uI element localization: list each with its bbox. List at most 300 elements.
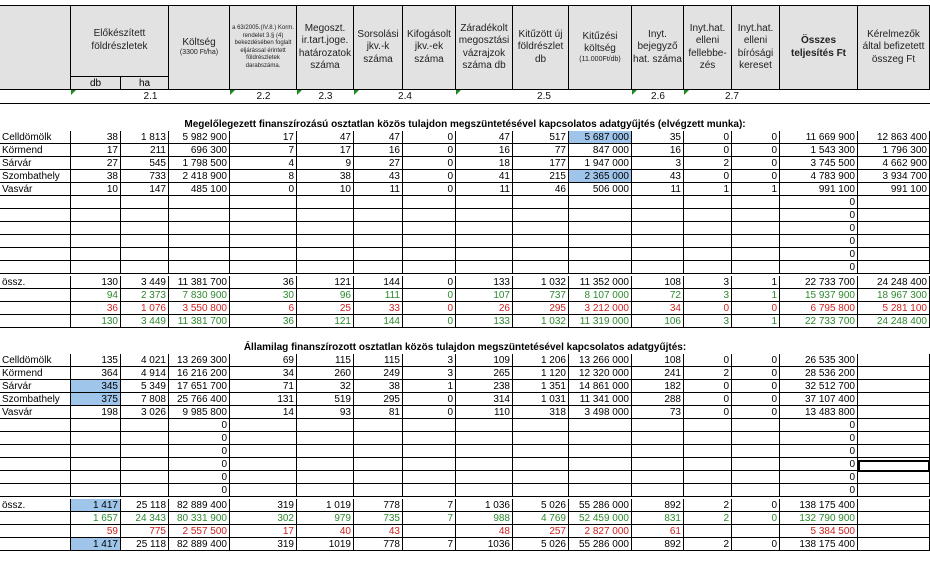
data-cell[interactable] xyxy=(858,512,930,525)
data-cell[interactable]: 892 xyxy=(632,538,684,551)
data-cell[interactable] xyxy=(732,445,780,458)
data-cell[interactable]: 55 286 000 xyxy=(569,538,632,551)
data-cell[interactable]: 25 766 400 xyxy=(169,393,230,406)
data-cell[interactable] xyxy=(403,209,456,222)
data-cell[interactable]: 71 xyxy=(230,380,297,393)
data-cell[interactable]: 198 xyxy=(71,406,121,419)
data-cell[interactable] xyxy=(632,458,684,471)
data-cell[interactable] xyxy=(513,222,569,235)
data-cell[interactable]: 260 xyxy=(297,367,354,380)
data-cell[interactable] xyxy=(513,261,569,274)
data-cell[interactable]: 0 xyxy=(403,276,456,289)
data-cell[interactable]: 93 xyxy=(297,406,354,419)
data-cell[interactable]: 9 985 800 xyxy=(169,406,230,419)
data-cell[interactable]: 3 xyxy=(403,354,456,367)
data-cell[interactable] xyxy=(858,445,930,458)
row-label-cell[interactable]: Vasvár xyxy=(0,183,71,196)
data-cell[interactable] xyxy=(858,484,930,497)
data-cell[interactable] xyxy=(297,458,354,471)
data-cell[interactable]: 138 175 400 xyxy=(780,538,858,551)
data-cell[interactable]: 0 xyxy=(780,222,858,235)
data-cell[interactable]: 0 xyxy=(403,131,456,144)
data-cell[interactable]: 80 331 900 xyxy=(169,512,230,525)
data-cell[interactable] xyxy=(858,393,930,406)
data-cell[interactable]: 81 xyxy=(354,406,403,419)
header-osszes[interactable]: Összes teljesítés Ft xyxy=(780,5,858,90)
data-cell[interactable]: 1036 xyxy=(456,538,513,551)
data-cell[interactable] xyxy=(684,222,732,235)
data-cell[interactable] xyxy=(513,471,569,484)
data-cell[interactable]: 0 xyxy=(780,209,858,222)
data-cell[interactable] xyxy=(456,196,513,209)
data-cell[interactable]: 0 xyxy=(169,419,230,432)
row-label-cell[interactable] xyxy=(0,525,71,538)
data-cell[interactable]: 59 xyxy=(71,525,121,538)
data-cell[interactable]: 3 xyxy=(684,315,732,328)
data-cell[interactable] xyxy=(858,248,930,261)
row-label-cell[interactable] xyxy=(0,222,71,235)
data-cell[interactable]: 17 651 700 xyxy=(169,380,230,393)
data-cell[interactable]: 1 xyxy=(732,183,780,196)
data-cell[interactable]: 295 xyxy=(354,393,403,406)
row-label-cell[interactable] xyxy=(0,484,71,497)
data-cell[interactable] xyxy=(403,235,456,248)
data-cell[interactable] xyxy=(403,222,456,235)
data-cell[interactable]: 991 100 xyxy=(858,183,930,196)
row-label-cell[interactable] xyxy=(0,235,71,248)
data-cell[interactable]: 11 xyxy=(632,183,684,196)
data-cell[interactable]: 55 286 000 xyxy=(569,499,632,512)
data-cell[interactable] xyxy=(169,222,230,235)
data-cell[interactable]: 5 687 000 xyxy=(569,131,632,144)
data-cell[interactable] xyxy=(684,261,732,274)
data-cell[interactable]: 82 889 400 xyxy=(169,538,230,551)
data-cell[interactable] xyxy=(632,222,684,235)
data-cell[interactable]: 4 021 xyxy=(121,354,169,367)
header-kituzott[interactable]: Kitűzött új földrészlet db xyxy=(513,5,569,90)
data-cell[interactable] xyxy=(632,235,684,248)
row-label-cell[interactable]: Szombathely xyxy=(0,170,71,183)
data-cell[interactable]: 0 xyxy=(780,432,858,445)
data-cell[interactable] xyxy=(732,209,780,222)
data-cell[interactable]: 24 248 400 xyxy=(858,315,930,328)
data-cell[interactable]: 133 xyxy=(456,315,513,328)
data-cell[interactable] xyxy=(121,458,169,471)
data-cell[interactable]: 0 xyxy=(780,445,858,458)
data-cell[interactable]: 0 xyxy=(780,261,858,274)
data-cell[interactable]: 61 xyxy=(632,525,684,538)
data-cell[interactable]: 778 xyxy=(354,538,403,551)
data-cell[interactable]: 1 543 300 xyxy=(780,144,858,157)
data-cell[interactable]: 5 026 xyxy=(513,499,569,512)
data-cell[interactable] xyxy=(732,222,780,235)
data-cell[interactable] xyxy=(858,354,930,367)
header-inyt-birosagi[interactable]: Inyt.hat. elleni bírósági kereset xyxy=(732,5,780,90)
data-cell[interactable]: 319 xyxy=(230,538,297,551)
data-cell[interactable]: 775 xyxy=(121,525,169,538)
data-cell[interactable]: 3 550 800 xyxy=(169,302,230,315)
data-cell[interactable] xyxy=(297,248,354,261)
data-cell[interactable] xyxy=(169,261,230,274)
data-cell[interactable]: 0 xyxy=(732,393,780,406)
data-cell[interactable]: 1 032 xyxy=(513,276,569,289)
data-cell[interactable] xyxy=(732,484,780,497)
data-cell[interactable]: 4 769 xyxy=(513,512,569,525)
data-cell[interactable]: 0 xyxy=(403,144,456,157)
data-cell[interactable] xyxy=(684,432,732,445)
data-cell[interactable] xyxy=(684,525,732,538)
data-cell[interactable]: 319 xyxy=(230,499,297,512)
data-cell[interactable]: 302 xyxy=(230,512,297,525)
data-cell[interactable] xyxy=(169,248,230,261)
data-cell[interactable]: 130 xyxy=(71,315,121,328)
number-2-7[interactable]: 2.7 xyxy=(725,91,739,102)
data-cell[interactable]: 211 xyxy=(121,144,169,157)
data-cell[interactable]: 16 216 200 xyxy=(169,367,230,380)
data-cell[interactable]: 0 xyxy=(780,484,858,497)
data-cell[interactable] xyxy=(858,367,930,380)
data-cell[interactable]: 295 xyxy=(513,302,569,315)
data-cell[interactable] xyxy=(858,380,930,393)
data-cell[interactable]: 7 808 xyxy=(121,393,169,406)
row-label-cell[interactable] xyxy=(0,471,71,484)
data-cell[interactable]: 10 xyxy=(297,183,354,196)
data-cell[interactable] xyxy=(632,248,684,261)
data-cell[interactable]: 36 xyxy=(230,276,297,289)
data-cell[interactable] xyxy=(632,196,684,209)
data-cell[interactable]: 2 365 000 xyxy=(569,170,632,183)
data-cell[interactable]: 0 xyxy=(780,248,858,261)
data-cell[interactable]: 47 xyxy=(297,131,354,144)
data-cell[interactable]: 3 498 000 xyxy=(569,406,632,419)
data-cell[interactable] xyxy=(513,419,569,432)
data-cell[interactable]: 0 xyxy=(169,471,230,484)
data-cell[interactable]: 1 032 xyxy=(513,315,569,328)
data-cell[interactable] xyxy=(403,248,456,261)
data-cell[interactable]: 737 xyxy=(513,289,569,302)
data-cell[interactable]: 3 xyxy=(684,289,732,302)
data-cell[interactable]: 0 xyxy=(732,354,780,367)
data-cell[interactable]: 1 417 xyxy=(71,538,121,551)
data-cell[interactable] xyxy=(230,458,297,471)
data-cell[interactable]: 2 418 900 xyxy=(169,170,230,183)
data-cell[interactable]: 3 449 xyxy=(121,315,169,328)
data-cell[interactable]: 4 662 900 xyxy=(858,157,930,170)
data-cell[interactable] xyxy=(354,471,403,484)
data-cell[interactable]: 1 206 xyxy=(513,354,569,367)
data-cell[interactable]: 364 xyxy=(71,367,121,380)
data-cell[interactable] xyxy=(684,484,732,497)
data-cell[interactable]: 7 xyxy=(403,538,456,551)
data-cell[interactable]: 132 790 900 xyxy=(780,512,858,525)
data-cell[interactable]: 8 107 000 xyxy=(569,289,632,302)
row-label-cell[interactable] xyxy=(0,248,71,261)
data-cell[interactable]: 3 xyxy=(684,276,732,289)
data-cell[interactable] xyxy=(121,196,169,209)
data-cell[interactable]: 988 xyxy=(456,512,513,525)
data-cell[interactable]: 1 xyxy=(732,315,780,328)
data-cell[interactable]: 107 xyxy=(456,289,513,302)
data-cell[interactable]: 36 xyxy=(230,315,297,328)
row-label-cell[interactable] xyxy=(0,302,71,315)
data-cell[interactable]: 517 xyxy=(513,131,569,144)
number-2-6[interactable]: 2.6 xyxy=(651,91,665,102)
data-cell[interactable]: 26 xyxy=(456,302,513,315)
data-cell[interactable]: 115 xyxy=(297,354,354,367)
data-cell[interactable]: 0 xyxy=(403,183,456,196)
data-cell[interactable]: 130 xyxy=(71,276,121,289)
data-cell[interactable] xyxy=(297,235,354,248)
data-cell[interactable]: 0 xyxy=(403,170,456,183)
data-cell[interactable] xyxy=(297,471,354,484)
data-cell[interactable] xyxy=(71,471,121,484)
data-cell[interactable] xyxy=(354,222,403,235)
data-cell[interactable] xyxy=(354,432,403,445)
data-cell[interactable]: 106 xyxy=(632,315,684,328)
data-cell[interactable]: 1 351 xyxy=(513,380,569,393)
data-cell[interactable]: 48 xyxy=(456,525,513,538)
data-cell[interactable]: 5 026 xyxy=(513,538,569,551)
data-cell[interactable]: 32 xyxy=(297,380,354,393)
number-2-1[interactable]: 2.1 xyxy=(143,91,158,102)
data-cell[interactable]: 35 xyxy=(632,131,684,144)
data-cell[interactable]: 2 xyxy=(684,157,732,170)
data-cell[interactable] xyxy=(297,209,354,222)
row-label-cell[interactable] xyxy=(0,209,71,222)
section2-title[interactable]: Államilag finanszírozott osztatlan közös tulajdon megszüntetésével kapcsolatos adatgyűjtés: xyxy=(243,342,687,353)
header-elokeszitett[interactable]: Előkészített földrészletek xyxy=(71,5,169,76)
data-cell[interactable]: 0 xyxy=(684,302,732,315)
header-zaradekolt[interactable]: Záradékolt megosztási vázrajzok száma db xyxy=(456,5,513,90)
data-cell[interactable]: 15 937 900 xyxy=(780,289,858,302)
data-cell[interactable]: 5 384 500 xyxy=(780,525,858,538)
header-inyt-fellebbezes[interactable]: Inyt.hat. elleni fellebbe-zés xyxy=(684,5,732,90)
data-cell[interactable] xyxy=(732,196,780,209)
data-cell[interactable] xyxy=(354,419,403,432)
data-cell[interactable]: 38 xyxy=(71,170,121,183)
data-cell[interactable] xyxy=(732,458,780,471)
data-cell[interactable]: 16 xyxy=(456,144,513,157)
data-cell[interactable]: 25 118 xyxy=(121,538,169,551)
data-cell[interactable] xyxy=(297,484,354,497)
data-cell[interactable]: 46 xyxy=(513,183,569,196)
data-cell[interactable] xyxy=(456,419,513,432)
data-cell[interactable]: 7 xyxy=(403,512,456,525)
header-kituzesi[interactable] xyxy=(569,5,632,90)
data-cell[interactable]: 16 xyxy=(632,144,684,157)
data-cell[interactable]: 5 349 xyxy=(121,380,169,393)
data-cell[interactable] xyxy=(71,248,121,261)
data-cell[interactable]: 41 xyxy=(456,170,513,183)
data-cell[interactable]: 43 xyxy=(354,525,403,538)
row-label-cell[interactable]: Sárvár xyxy=(0,380,71,393)
data-cell[interactable]: 4 914 xyxy=(121,367,169,380)
data-cell[interactable] xyxy=(684,209,732,222)
data-cell[interactable] xyxy=(732,525,780,538)
data-cell[interactable]: 485 100 xyxy=(169,183,230,196)
row-label-cell[interactable] xyxy=(0,419,71,432)
data-cell[interactable] xyxy=(403,525,456,538)
data-cell[interactable]: 0 xyxy=(780,458,858,471)
data-cell[interactable]: 1 417 xyxy=(71,499,121,512)
data-cell[interactable]: 2 xyxy=(684,512,732,525)
data-cell[interactable] xyxy=(513,484,569,497)
data-cell[interactable] xyxy=(354,209,403,222)
data-cell[interactable] xyxy=(513,445,569,458)
data-cell[interactable]: 34 xyxy=(230,367,297,380)
data-cell[interactable] xyxy=(230,432,297,445)
data-cell[interactable] xyxy=(569,458,632,471)
data-cell[interactable] xyxy=(858,432,930,445)
data-cell[interactable] xyxy=(121,209,169,222)
data-cell[interactable]: 1 xyxy=(732,276,780,289)
data-cell[interactable]: 3 212 000 xyxy=(569,302,632,315)
row-label-cell[interactable]: össz. xyxy=(0,499,71,512)
data-cell[interactable]: 17 xyxy=(297,144,354,157)
data-cell[interactable]: 375 xyxy=(71,393,121,406)
data-cell[interactable]: 94 xyxy=(71,289,121,302)
data-cell[interactable]: 0 xyxy=(169,458,230,471)
data-cell[interactable] xyxy=(456,471,513,484)
data-cell[interactable] xyxy=(121,248,169,261)
data-cell[interactable]: 1 xyxy=(684,183,732,196)
row-label-cell[interactable]: Sárvár xyxy=(0,157,71,170)
data-cell[interactable]: 131 xyxy=(230,393,297,406)
header-sub-db[interactable]: db xyxy=(71,77,121,90)
data-cell[interactable] xyxy=(297,222,354,235)
row-label-cell[interactable]: Celldömölk xyxy=(0,354,71,367)
data-cell[interactable] xyxy=(569,445,632,458)
data-cell[interactable]: 0 xyxy=(684,131,732,144)
data-cell[interactable] xyxy=(858,235,930,248)
data-cell[interactable]: 13 266 000 xyxy=(569,354,632,367)
data-cell[interactable] xyxy=(684,445,732,458)
row-label-cell[interactable]: Körmend xyxy=(0,367,71,380)
data-cell[interactable]: 72 xyxy=(632,289,684,302)
data-cell[interactable] xyxy=(354,445,403,458)
data-cell[interactable] xyxy=(858,419,930,432)
data-cell[interactable]: 43 xyxy=(354,170,403,183)
data-cell[interactable]: 3 745 500 xyxy=(780,157,858,170)
data-cell[interactable] xyxy=(732,235,780,248)
data-cell[interactable]: 109 xyxy=(456,354,513,367)
data-cell[interactable]: 0 xyxy=(684,170,732,183)
data-cell[interactable] xyxy=(297,261,354,274)
data-cell[interactable] xyxy=(858,222,930,235)
data-cell[interactable]: 2 xyxy=(684,367,732,380)
data-cell[interactable]: 979 xyxy=(297,512,354,525)
section1-title[interactable]: Megelőlegezett finanszírozású osztatlan közös tulajdon megszüntetésével kapcsolatos adatgyűjtés (elvégzett munka): xyxy=(184,119,746,130)
data-cell[interactable]: 0 xyxy=(732,131,780,144)
data-cell[interactable]: 0 xyxy=(732,380,780,393)
data-cell[interactable]: 38 xyxy=(354,380,403,393)
data-cell[interactable]: 0 xyxy=(732,302,780,315)
data-cell[interactable] xyxy=(513,235,569,248)
data-cell[interactable]: 249 xyxy=(354,367,403,380)
data-cell[interactable] xyxy=(684,471,732,484)
data-cell[interactable]: 177 xyxy=(513,157,569,170)
data-cell[interactable]: 25 xyxy=(297,302,354,315)
data-cell[interactable]: 38 xyxy=(71,131,121,144)
data-cell[interactable]: 735 xyxy=(354,512,403,525)
data-cell[interactable]: 6 795 800 xyxy=(780,302,858,315)
data-cell[interactable]: 314 xyxy=(456,393,513,406)
data-cell[interactable]: 33 xyxy=(354,302,403,315)
data-cell[interactable]: 110 xyxy=(456,406,513,419)
data-cell[interactable] xyxy=(732,471,780,484)
data-cell[interactable]: 1 019 xyxy=(297,499,354,512)
data-cell[interactable]: 0 xyxy=(169,484,230,497)
data-cell[interactable]: 11 381 700 xyxy=(169,276,230,289)
data-cell[interactable] xyxy=(403,432,456,445)
data-cell[interactable]: 144 xyxy=(354,276,403,289)
data-cell[interactable]: 108 xyxy=(632,276,684,289)
data-cell[interactable]: 7 xyxy=(403,499,456,512)
data-cell[interactable]: 506 000 xyxy=(569,183,632,196)
data-cell[interactable]: 3 026 xyxy=(121,406,169,419)
data-cell[interactable]: 0 xyxy=(780,235,858,248)
data-cell[interactable]: 7 830 900 xyxy=(169,289,230,302)
data-cell[interactable] xyxy=(569,484,632,497)
data-cell[interactable]: 3 xyxy=(632,157,684,170)
data-cell[interactable]: 11 xyxy=(354,183,403,196)
data-cell[interactable] xyxy=(169,209,230,222)
data-cell[interactable]: 133 xyxy=(456,276,513,289)
row-label-cell[interactable]: Körmend xyxy=(0,144,71,157)
data-cell[interactable] xyxy=(456,432,513,445)
data-cell[interactable]: 0 xyxy=(732,499,780,512)
data-cell[interactable]: 52 459 000 xyxy=(569,512,632,525)
header-blank-cell[interactable] xyxy=(0,5,71,90)
data-cell[interactable]: 77 xyxy=(513,144,569,157)
active-cell-cursor[interactable] xyxy=(858,460,930,472)
data-cell[interactable] xyxy=(456,222,513,235)
data-cell[interactable] xyxy=(858,499,930,512)
data-cell[interactable]: 37 107 400 xyxy=(780,393,858,406)
data-cell[interactable] xyxy=(858,196,930,209)
data-cell[interactable] xyxy=(403,261,456,274)
data-cell[interactable]: 10 xyxy=(71,183,121,196)
data-cell[interactable] xyxy=(230,484,297,497)
data-cell[interactable] xyxy=(456,248,513,261)
data-cell[interactable] xyxy=(71,196,121,209)
data-cell[interactable]: 847 000 xyxy=(569,144,632,157)
data-cell[interactable] xyxy=(230,445,297,458)
data-cell[interactable]: 17 xyxy=(71,144,121,157)
data-cell[interactable]: 696 300 xyxy=(169,144,230,157)
data-cell[interactable] xyxy=(569,222,632,235)
data-cell[interactable]: 108 xyxy=(632,354,684,367)
data-cell[interactable]: 0 xyxy=(780,471,858,484)
data-cell[interactable]: 7 xyxy=(230,144,297,157)
data-cell[interactable] xyxy=(297,445,354,458)
data-cell[interactable]: 18 xyxy=(456,157,513,170)
row-label-cell[interactable] xyxy=(0,512,71,525)
data-cell[interactable]: 22 733 700 xyxy=(780,276,858,289)
data-cell[interactable]: 1 036 xyxy=(456,499,513,512)
data-cell[interactable] xyxy=(456,484,513,497)
data-cell[interactable]: 1 120 xyxy=(513,367,569,380)
data-cell[interactable] xyxy=(569,261,632,274)
number-2-4[interactable]: 2.4 xyxy=(398,91,412,102)
data-cell[interactable] xyxy=(632,432,684,445)
data-cell[interactable]: 1019 xyxy=(297,538,354,551)
data-cell[interactable]: 144 xyxy=(354,315,403,328)
data-cell[interactable] xyxy=(569,248,632,261)
row-label-cell[interactable] xyxy=(0,196,71,209)
data-cell[interactable] xyxy=(169,235,230,248)
data-cell[interactable]: 3 xyxy=(403,367,456,380)
